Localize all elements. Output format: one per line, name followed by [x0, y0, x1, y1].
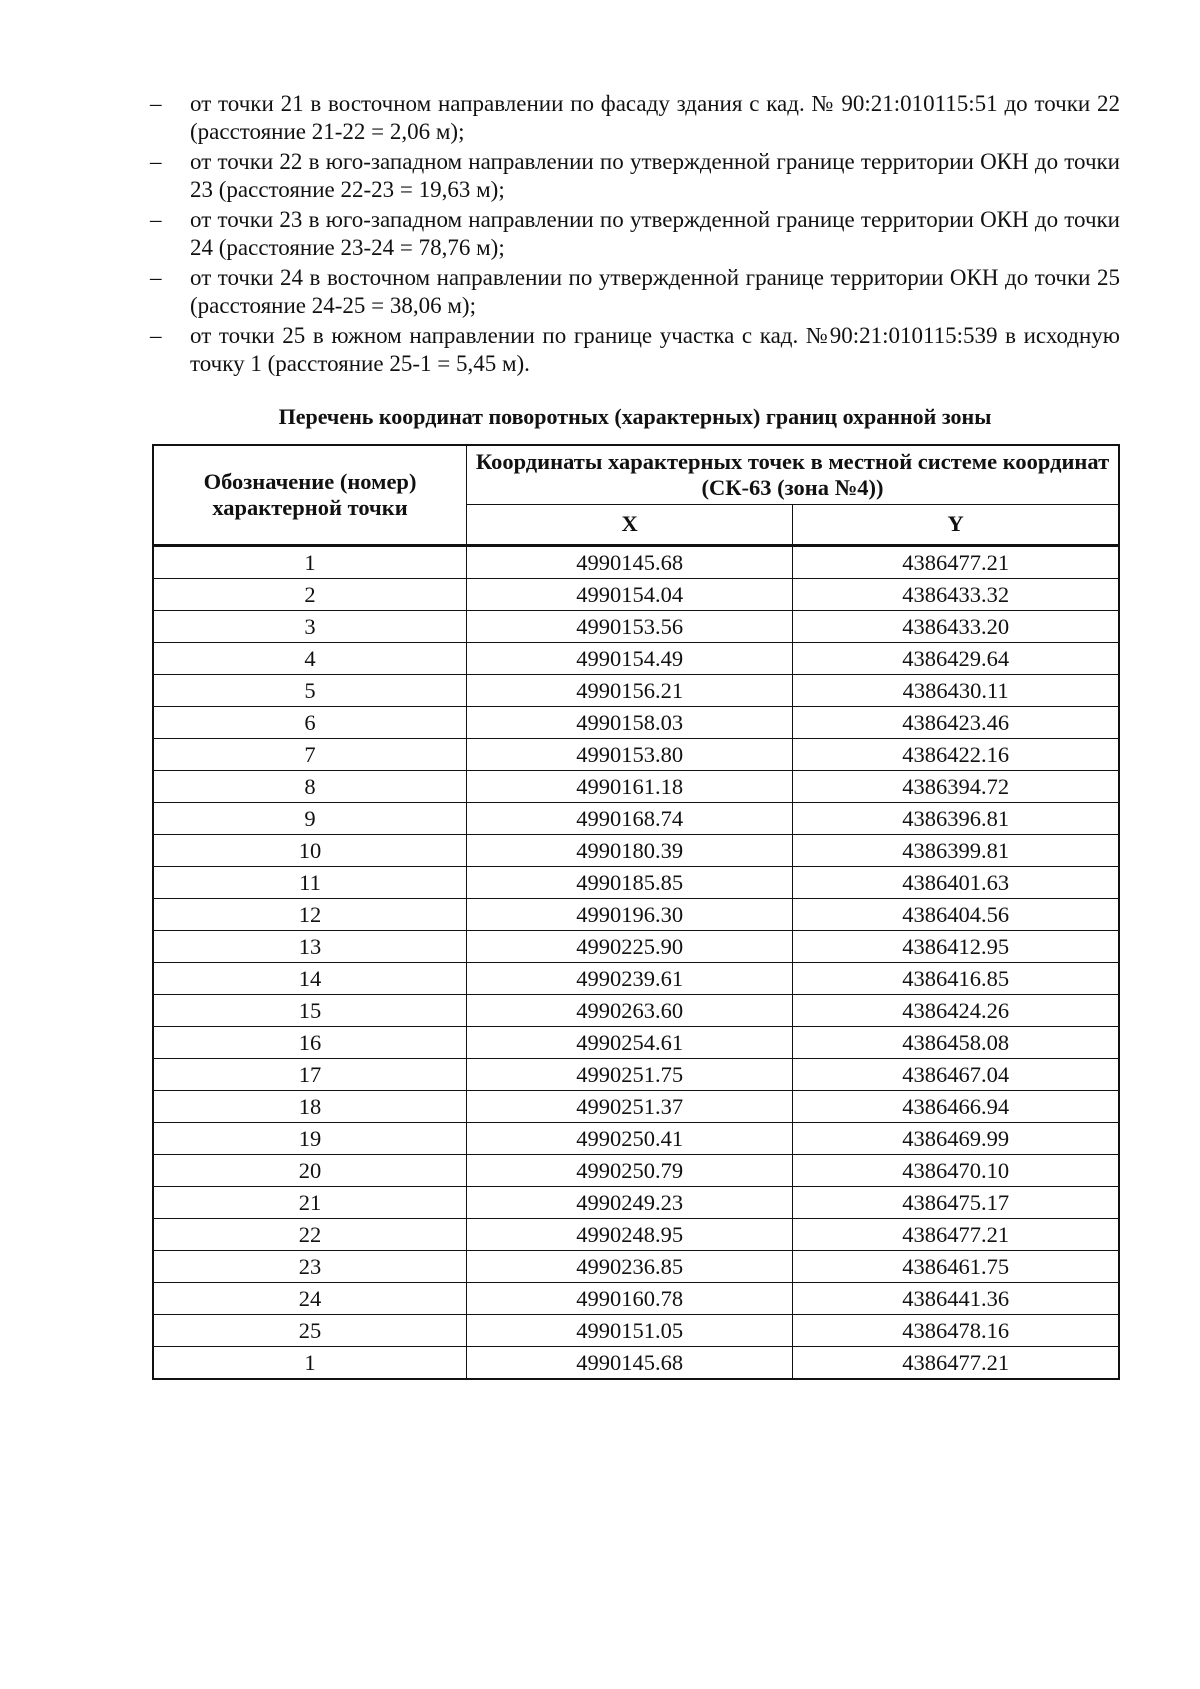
- coordinates-table: [152, 444, 1120, 1380]
- y-coordinate-cell: 4386412.95: [793, 931, 1119, 963]
- coordinates-table-body: [153, 546, 1119, 1380]
- table-row: [153, 1283, 1119, 1315]
- x-coordinate-cell: 4990251.75: [467, 1059, 793, 1091]
- y-coordinate-cell: 4386404.56: [793, 899, 1119, 931]
- x-coordinate-cell: 4990156.21: [467, 675, 793, 707]
- point-number-cell: 19: [153, 1123, 467, 1155]
- list-item: [150, 148, 1120, 204]
- x-coordinate-cell: 4990185.85: [467, 867, 793, 899]
- table-row: [153, 931, 1119, 963]
- table-row: [153, 899, 1119, 931]
- point-number-cell: 2: [153, 579, 467, 611]
- point-number-cell: 24: [153, 1283, 467, 1315]
- x-coordinate-cell: 4990160.78: [467, 1283, 793, 1315]
- y-coordinate-cell: 4386477.21: [793, 546, 1119, 579]
- x-coordinate-cell: 4990151.05: [467, 1315, 793, 1347]
- y-coordinate-cell: 4386467.04: [793, 1059, 1119, 1091]
- x-coordinate-cell: 4990153.80: [467, 739, 793, 771]
- y-coordinate-cell: 4386423.46: [793, 707, 1119, 739]
- table-row: [153, 1091, 1119, 1123]
- point-number-cell: 3: [153, 611, 467, 643]
- y-coordinate-cell: 4386399.81: [793, 835, 1119, 867]
- list-dash: –: [150, 149, 162, 174]
- y-coordinate-cell: 4386433.20: [793, 611, 1119, 643]
- list-item: [150, 206, 1120, 262]
- x-coordinate-cell: 4990251.37: [467, 1091, 793, 1123]
- list-dash: –: [150, 323, 162, 348]
- x-coordinate-cell: 4990239.61: [467, 963, 793, 995]
- list-item-text: от точки 22 в юго-западном направлении по утвержденной границе территории ОКН до точки 23 (расстояние 22-23 = 19,63 м);: [190, 149, 1120, 202]
- x-coordinate-cell: 4990161.18: [467, 771, 793, 803]
- x-coordinate-cell: 4990254.61: [467, 1027, 793, 1059]
- y-coordinate-cell: 4386458.08: [793, 1027, 1119, 1059]
- point-number-cell: 14: [153, 963, 467, 995]
- point-number-cell: 23: [153, 1251, 467, 1283]
- y-coordinate-cell: 4386469.99: [793, 1123, 1119, 1155]
- point-number-cell: 12: [153, 899, 467, 931]
- table-row: [153, 1251, 1119, 1283]
- x-coordinate-cell: 4990153.56: [467, 611, 793, 643]
- list-item-text: от точки 21 в восточном направлении по фасаду здания с кад. № 90:21:010115:51 до точки 22 (расстояние 21-22 = 2,06 м);: [190, 91, 1120, 144]
- y-coordinate-cell: 4386429.64: [793, 643, 1119, 675]
- header-point-number: Обозначение (номер) характерной точки: [153, 445, 467, 546]
- list-item-text: от точки 24 в восточном направлении по утвержденной границе территории ОКН до точки 25 (расстояние 24-25 = 38,06 м);: [190, 265, 1120, 318]
- x-coordinate-cell: 4990236.85: [467, 1251, 793, 1283]
- table-row: [153, 867, 1119, 899]
- table-row: [153, 611, 1119, 643]
- table-row: [153, 643, 1119, 675]
- y-coordinate-cell: 4386401.63: [793, 867, 1119, 899]
- x-coordinate-cell: 4990250.41: [467, 1123, 793, 1155]
- x-coordinate-cell: 4990154.49: [467, 643, 793, 675]
- table-row: [153, 963, 1119, 995]
- x-coordinate-cell: 4990145.68: [467, 546, 793, 579]
- y-coordinate-cell: 4386396.81: [793, 803, 1119, 835]
- y-coordinate-cell: 4386477.21: [793, 1347, 1119, 1380]
- y-coordinate-cell: 4386478.16: [793, 1315, 1119, 1347]
- x-coordinate-cell: 4990250.79: [467, 1155, 793, 1187]
- table-row: [153, 739, 1119, 771]
- x-coordinate-cell: 4990145.68: [467, 1347, 793, 1380]
- point-number-cell: 18: [153, 1091, 467, 1123]
- y-coordinate-cell: 4386422.16: [793, 739, 1119, 771]
- list-dash: –: [150, 265, 162, 290]
- x-coordinate-cell: 4990168.74: [467, 803, 793, 835]
- y-coordinate-cell: 4386430.11: [793, 675, 1119, 707]
- point-number-cell: 15: [153, 995, 467, 1027]
- list-dash: –: [150, 91, 162, 116]
- point-number-cell: 4: [153, 643, 467, 675]
- point-number-cell: 6: [153, 707, 467, 739]
- y-coordinate-cell: 4386416.85: [793, 963, 1119, 995]
- y-coordinate-cell: 4386394.72: [793, 771, 1119, 803]
- list-item: [150, 322, 1120, 378]
- x-coordinate-cell: 4990180.39: [467, 835, 793, 867]
- y-coordinate-cell: 4386424.26: [793, 995, 1119, 1027]
- table-row: [153, 1155, 1119, 1187]
- list-item-text: от точки 23 в юго-западном направлении по утвержденной границе территории ОКН до точки 24 (расстояние 23-24 = 78,76 м);: [190, 207, 1120, 260]
- list-dash: –: [150, 207, 162, 232]
- table-row: [153, 1315, 1119, 1347]
- point-number-cell: 5: [153, 675, 467, 707]
- table-title: Перечень координат поворотных (характерных) границ охранной зоны: [278, 404, 992, 429]
- table-row: [153, 1347, 1119, 1380]
- y-coordinate-cell: 4386477.21: [793, 1219, 1119, 1251]
- point-number-cell: 9: [153, 803, 467, 835]
- table-row: [153, 835, 1119, 867]
- point-number-cell: 21: [153, 1187, 467, 1219]
- list-item: [150, 264, 1120, 320]
- y-coordinate-cell: 4386433.32: [793, 579, 1119, 611]
- table-row: [153, 579, 1119, 611]
- header-y: Y: [793, 504, 1119, 545]
- table-row: [153, 707, 1119, 739]
- point-number-cell: 17: [153, 1059, 467, 1091]
- point-number-cell: 1: [153, 546, 467, 579]
- table-row: [153, 1219, 1119, 1251]
- point-number-cell: 7: [153, 739, 467, 771]
- table-row: [153, 1123, 1119, 1155]
- x-coordinate-cell: 4990154.04: [467, 579, 793, 611]
- x-coordinate-cell: 4990263.60: [467, 995, 793, 1027]
- x-coordinate-cell: 4990249.23: [467, 1187, 793, 1219]
- table-row: [153, 1187, 1119, 1219]
- table-row: [153, 546, 1119, 579]
- y-coordinate-cell: 4386475.17: [793, 1187, 1119, 1219]
- point-number-cell: 16: [153, 1027, 467, 1059]
- point-number-cell: 1: [153, 1347, 467, 1380]
- table-row: [153, 675, 1119, 707]
- point-number-cell: 8: [153, 771, 467, 803]
- list-item: [150, 90, 1120, 146]
- x-coordinate-cell: 4990248.95: [467, 1219, 793, 1251]
- x-coordinate-cell: 4990196.30: [467, 899, 793, 931]
- y-coordinate-cell: 4386461.75: [793, 1251, 1119, 1283]
- y-coordinate-cell: 4386466.94: [793, 1091, 1119, 1123]
- point-number-cell: 11: [153, 867, 467, 899]
- table-row: [153, 1027, 1119, 1059]
- x-coordinate-cell: 4990158.03: [467, 707, 793, 739]
- table-row: [153, 995, 1119, 1027]
- point-number-cell: 25: [153, 1315, 467, 1347]
- table-row: [153, 1059, 1119, 1091]
- y-coordinate-cell: 4386441.36: [793, 1283, 1119, 1315]
- point-number-cell: 22: [153, 1219, 467, 1251]
- point-number-cell: 10: [153, 835, 467, 867]
- header-x: X: [467, 504, 793, 545]
- table-row: [153, 771, 1119, 803]
- list-item-text: от точки 25 в южном направлении по границе участка с кад. №90:21:010115:539 в исходную точку 1 (расстояние 25-1 = 5,45 м).: [190, 323, 1120, 376]
- x-coordinate-cell: 4990225.90: [467, 931, 793, 963]
- boundary-description-list: [150, 90, 1120, 380]
- point-number-cell: 20: [153, 1155, 467, 1187]
- header-coordinates: Координаты характерных точек в местной системе координат (СК-63 (зона №4)): [467, 445, 1120, 504]
- table-row: [153, 803, 1119, 835]
- y-coordinate-cell: 4386470.10: [793, 1155, 1119, 1187]
- point-number-cell: 13: [153, 931, 467, 963]
